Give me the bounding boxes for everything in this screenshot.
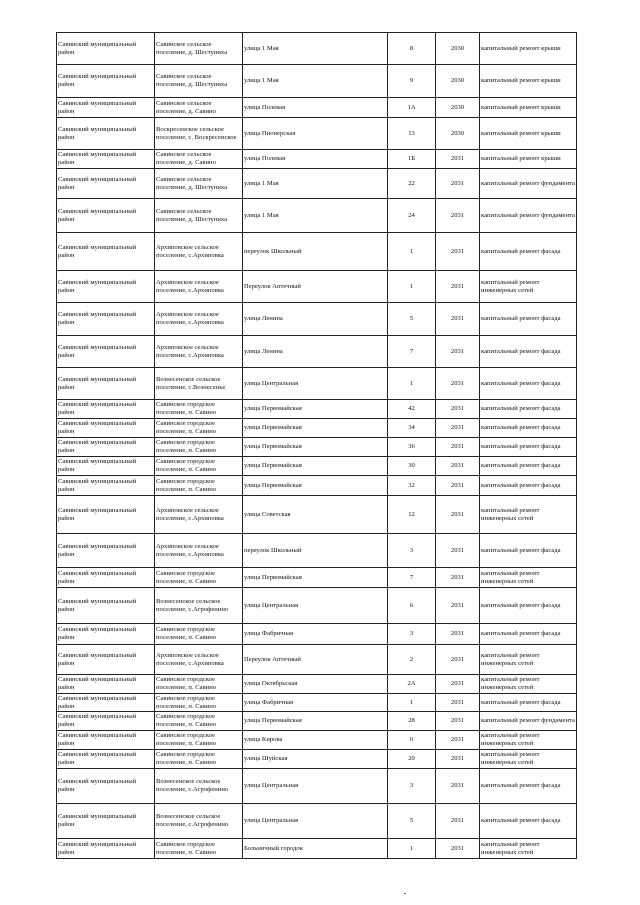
work-type-cell: капитальный ремонт фасада bbox=[480, 400, 577, 419]
year-cell: 2031 bbox=[436, 750, 480, 769]
street-cell: улица Пионерская bbox=[243, 118, 388, 150]
work-type-cell: капитальный ремонт фасада bbox=[480, 694, 577, 712]
house-number-cell: 34 bbox=[388, 419, 436, 438]
district-cell: Савинский муниципальный район bbox=[57, 368, 155, 400]
street-cell: Переулок Аптечный bbox=[243, 271, 388, 303]
year-cell: 2031 bbox=[436, 675, 480, 694]
table-row bbox=[57, 476, 577, 496]
street-cell: улица Ленина bbox=[243, 336, 388, 368]
table-row bbox=[57, 169, 577, 199]
settlement-cell: Савинское сельское поселение, д. Шестуниха bbox=[155, 199, 243, 233]
table-row bbox=[57, 712, 577, 731]
street-cell: улица Центральная bbox=[243, 368, 388, 400]
year-cell: 2031 bbox=[436, 438, 480, 457]
street-cell: улица Центральная bbox=[243, 804, 388, 839]
district-cell: Савинский муниципальный район bbox=[57, 169, 155, 199]
table-row bbox=[57, 750, 577, 769]
work-type-cell: капитальный ремонт фасада bbox=[480, 588, 577, 624]
street-cell: улица Октябрьская bbox=[243, 675, 388, 694]
district-cell: Савинский муниципальный район bbox=[57, 731, 155, 750]
street-cell: Больничный городок bbox=[243, 839, 388, 859]
street-cell: улица Полевая bbox=[243, 150, 388, 169]
settlement-cell: Савинское городское поселение, п. Савино bbox=[155, 624, 243, 645]
work-type-cell: капитальный ремонт инженерных сетей bbox=[480, 645, 577, 675]
district-cell: Савинский муниципальный район bbox=[57, 457, 155, 476]
district-cell: Савинский муниципальный район bbox=[57, 419, 155, 438]
street-cell: улица Первомайская bbox=[243, 457, 388, 476]
house-number-cell: 24 bbox=[388, 199, 436, 233]
settlement-cell: Савинское городское поселение, п. Савино bbox=[155, 568, 243, 588]
street-cell: переулок Школьный bbox=[243, 233, 388, 271]
house-number-cell: 9 bbox=[388, 65, 436, 98]
settlement-cell: Савинское сельское поселение, д. Савино bbox=[155, 150, 243, 169]
street-cell: улица Полевая bbox=[243, 98, 388, 118]
street-cell: улица 1 Мая bbox=[243, 199, 388, 233]
settlement-cell: Савинское городское поселение, п. Савино bbox=[155, 675, 243, 694]
house-number-cell: 30 bbox=[388, 457, 436, 476]
house-number-cell: 1 bbox=[388, 839, 436, 859]
settlement-cell: Вознесенское сельское поселение, с.Вознесенье bbox=[155, 368, 243, 400]
work-type-cell: капитальный ремонт инженерных сетей bbox=[480, 271, 577, 303]
year-cell: 2030 bbox=[436, 33, 480, 65]
house-number-cell: 22 bbox=[388, 169, 436, 199]
street-cell: переулок Школьный bbox=[243, 534, 388, 568]
settlement-cell: Савинское городское поселение, п. Савино bbox=[155, 476, 243, 496]
table-row bbox=[57, 769, 577, 804]
table-row bbox=[57, 400, 577, 419]
district-cell: Савинский муниципальный район bbox=[57, 199, 155, 233]
work-type-cell: капитальный ремонт фундамента bbox=[480, 199, 577, 233]
house-number-cell: 5 bbox=[388, 804, 436, 839]
work-type-cell: капитальный ремонт фасада bbox=[480, 368, 577, 400]
year-cell: 2031 bbox=[436, 169, 480, 199]
table-row bbox=[57, 336, 577, 368]
district-cell: Савинский муниципальный район bbox=[57, 712, 155, 731]
work-type-cell: капитальный ремонт фасада bbox=[480, 419, 577, 438]
district-cell: Савинский муниципальный район bbox=[57, 496, 155, 534]
settlement-cell: Архиповское сельское поселение, с.Архиповка bbox=[155, 534, 243, 568]
district-cell: Савинский муниципальный район bbox=[57, 233, 155, 271]
work-type-cell: капитальный ремонт фасада bbox=[480, 336, 577, 368]
work-type-cell: капитальный ремонт фундамента bbox=[480, 712, 577, 731]
table-row bbox=[57, 368, 577, 400]
work-type-cell: капитальный ремонт фасада bbox=[480, 534, 577, 568]
settlement-cell: Савинское сельское поселение, д. Шестуниха bbox=[155, 169, 243, 199]
year-cell: 2031 bbox=[436, 496, 480, 534]
district-cell: Савинский муниципальный район bbox=[57, 534, 155, 568]
table-row bbox=[57, 624, 577, 645]
settlement-cell: Вознесенское сельское поселение, с.Агрофенино bbox=[155, 588, 243, 624]
house-number-cell: 28 bbox=[388, 712, 436, 731]
district-cell: Савинский муниципальный район bbox=[57, 645, 155, 675]
table-row bbox=[57, 303, 577, 336]
year-cell: 2030 bbox=[436, 118, 480, 150]
street-cell: улица Кирова bbox=[243, 731, 388, 750]
settlement-cell: Савинское сельское поселение, д. Шестуниха bbox=[155, 65, 243, 98]
work-type-cell: капитальный ремонт фасада bbox=[480, 804, 577, 839]
work-type-cell: капитальный ремонт фасада bbox=[480, 769, 577, 804]
year-cell: 2031 bbox=[436, 694, 480, 712]
table-row bbox=[57, 457, 577, 476]
house-number-cell: 1 bbox=[388, 271, 436, 303]
street-cell: улица Первомайская bbox=[243, 438, 388, 457]
work-type-cell: капитальный ремонт фасада bbox=[480, 476, 577, 496]
settlement-cell: Архиповское сельское поселение, с.Архиповка bbox=[155, 496, 243, 534]
year-cell: 2031 bbox=[436, 199, 480, 233]
year-cell: 2031 bbox=[436, 419, 480, 438]
table-row bbox=[57, 839, 577, 859]
district-cell: Савинский муниципальный район bbox=[57, 400, 155, 419]
settlement-cell: Савинское городское поселение, п. Савино bbox=[155, 438, 243, 457]
year-cell: 2031 bbox=[436, 624, 480, 645]
settlement-cell: Савинское городское поселение, п. Савино bbox=[155, 712, 243, 731]
table-row bbox=[57, 645, 577, 675]
street-cell: Переулок Аптечный bbox=[243, 645, 388, 675]
house-number-cell: 7 bbox=[388, 568, 436, 588]
street-cell: улица 1 Мая bbox=[243, 65, 388, 98]
district-cell: Савинский муниципальный район bbox=[57, 33, 155, 65]
street-cell: улица 1 Мая bbox=[243, 169, 388, 199]
table-row bbox=[57, 199, 577, 233]
house-number-cell: 1 bbox=[388, 694, 436, 712]
district-cell: Савинский муниципальный район bbox=[57, 568, 155, 588]
year-cell: 2031 bbox=[436, 368, 480, 400]
year-cell: 2031 bbox=[436, 839, 480, 859]
district-cell: Савинский муниципальный район bbox=[57, 804, 155, 839]
year-cell: 2031 bbox=[436, 769, 480, 804]
table-row bbox=[57, 534, 577, 568]
district-cell: Савинский муниципальный район bbox=[57, 303, 155, 336]
house-number-cell: 5 bbox=[388, 303, 436, 336]
house-number-cell: 1 bbox=[388, 233, 436, 271]
table-row bbox=[57, 118, 577, 150]
district-cell: Савинский муниципальный район bbox=[57, 271, 155, 303]
year-cell: 2031 bbox=[436, 534, 480, 568]
house-number-cell: 12 bbox=[388, 496, 436, 534]
house-number-cell: 13 bbox=[388, 118, 436, 150]
year-cell: 2031 bbox=[436, 271, 480, 303]
table-row bbox=[57, 496, 577, 534]
work-type-cell: капитальный ремонт фасада bbox=[480, 303, 577, 336]
work-type-cell: капитальный ремонт крыши bbox=[480, 150, 577, 169]
settlement-cell: Савинское городское поселение, п. Савино bbox=[155, 419, 243, 438]
table-body bbox=[57, 33, 577, 859]
table-row bbox=[57, 731, 577, 750]
district-cell: Савинский муниципальный район bbox=[57, 675, 155, 694]
district-cell: Савинский муниципальный район bbox=[57, 624, 155, 645]
work-type-cell: капитальный ремонт инженерных сетей bbox=[480, 839, 577, 859]
year-cell: 2031 bbox=[436, 233, 480, 271]
house-number-cell: 2А bbox=[388, 675, 436, 694]
settlement-cell: Савинское сельское поселение, д. Савино bbox=[155, 98, 243, 118]
settlement-cell: Архиповское сельское поселение, с.Архиповка bbox=[155, 271, 243, 303]
settlement-cell: Вознесенское сельское поселение, с.Агрофенино bbox=[155, 804, 243, 839]
work-type-cell: капитальный ремонт фасада bbox=[480, 457, 577, 476]
street-cell: улица Первомайская bbox=[243, 476, 388, 496]
district-cell: Савинский муниципальный район bbox=[57, 336, 155, 368]
table-row bbox=[57, 65, 577, 98]
settlement-cell: Савинское городское поселение, п. Савино bbox=[155, 839, 243, 859]
settlement-cell: Савинское городское поселение, п. Савино bbox=[155, 400, 243, 419]
street-cell: улица Фабричная bbox=[243, 694, 388, 712]
year-cell: 2031 bbox=[436, 588, 480, 624]
house-number-cell: 32 bbox=[388, 476, 436, 496]
work-type-cell: капитальный ремонт фасада bbox=[480, 438, 577, 457]
street-cell: улица Шуйская bbox=[243, 750, 388, 769]
table-row bbox=[57, 271, 577, 303]
house-number-cell: 3 bbox=[388, 624, 436, 645]
district-cell: Савинский муниципальный район bbox=[57, 476, 155, 496]
table-row bbox=[57, 568, 577, 588]
year-cell: 2030 bbox=[436, 65, 480, 98]
settlement-cell: Савинское городское поселение, п. Савино bbox=[155, 457, 243, 476]
repair-schedule-table bbox=[56, 32, 577, 859]
street-cell: улица Первомайская bbox=[243, 419, 388, 438]
street-cell: улица Первомайская bbox=[243, 400, 388, 419]
house-number-cell: 6 bbox=[388, 588, 436, 624]
settlement-cell: Архиповское сельское поселение, с.Архиповка bbox=[155, 303, 243, 336]
work-type-cell: капитальный ремонт крыши bbox=[480, 65, 577, 98]
settlement-cell: Вознесенское сельское поселение, с.Агрофенино bbox=[155, 769, 243, 804]
house-number-cell: 7 bbox=[388, 336, 436, 368]
house-number-cell: 1А bbox=[388, 98, 436, 118]
table-row bbox=[57, 98, 577, 118]
year-cell: 2031 bbox=[436, 645, 480, 675]
house-number-cell: 6 bbox=[388, 731, 436, 750]
work-type-cell: капитальный ремонт инженерных сетей bbox=[480, 496, 577, 534]
house-number-cell: 1Б bbox=[388, 150, 436, 169]
year-cell: 2031 bbox=[436, 804, 480, 839]
work-type-cell: капитальный ремонт фундамента bbox=[480, 169, 577, 199]
work-type-cell: капитальный ремонт инженерных сетей bbox=[480, 750, 577, 769]
work-type-cell: капитальный ремонт фасада bbox=[480, 233, 577, 271]
street-cell: улица Первомайская bbox=[243, 568, 388, 588]
work-type-cell: капитальный ремонт фасада bbox=[480, 624, 577, 645]
table-row bbox=[57, 150, 577, 169]
page-mark bbox=[404, 893, 406, 894]
work-type-cell: капитальный ремонт крыши bbox=[480, 98, 577, 118]
settlement-cell: Архиповское сельское поселение, с.Архиповка bbox=[155, 233, 243, 271]
house-number-cell: 1 bbox=[388, 368, 436, 400]
house-number-cell: 36 bbox=[388, 438, 436, 457]
district-cell: Савинский муниципальный район bbox=[57, 750, 155, 769]
street-cell: улица Первомайская bbox=[243, 712, 388, 731]
work-type-cell: капитальный ремонт инженерных сетей bbox=[480, 731, 577, 750]
district-cell: Савинский муниципальный район bbox=[57, 839, 155, 859]
work-type-cell: капитальный ремонт инженерных сетей bbox=[480, 675, 577, 694]
year-cell: 2031 bbox=[436, 476, 480, 496]
settlement-cell: Савинское городское поселение, п. Савино bbox=[155, 694, 243, 712]
settlement-cell: Архиповское сельское поселение, с.Архиповка bbox=[155, 645, 243, 675]
house-number-cell: 20 bbox=[388, 750, 436, 769]
house-number-cell: 3 bbox=[388, 769, 436, 804]
house-number-cell: 2 bbox=[388, 645, 436, 675]
house-number-cell: 3 bbox=[388, 534, 436, 568]
table-row bbox=[57, 438, 577, 457]
house-number-cell: 8 bbox=[388, 33, 436, 65]
house-number-cell: 42 bbox=[388, 400, 436, 419]
work-type-cell: капитальный ремонт крыши bbox=[480, 118, 577, 150]
year-cell: 2031 bbox=[436, 731, 480, 750]
street-cell: улица 1 Мая bbox=[243, 33, 388, 65]
year-cell: 2031 bbox=[436, 303, 480, 336]
district-cell: Савинский муниципальный район bbox=[57, 769, 155, 804]
work-type-cell: капитальный ремонт крыши bbox=[480, 33, 577, 65]
district-cell: Савинский муниципальный район bbox=[57, 65, 155, 98]
year-cell: 2031 bbox=[436, 457, 480, 476]
settlement-cell: Савинское городское поселение, п. Савино bbox=[155, 731, 243, 750]
district-cell: Савинский муниципальный район bbox=[57, 438, 155, 457]
year-cell: 2031 bbox=[436, 400, 480, 419]
table-row bbox=[57, 419, 577, 438]
street-cell: улица Центральная bbox=[243, 588, 388, 624]
settlement-cell: Воскресенское сельское поселение, с. Воскресенское bbox=[155, 118, 243, 150]
street-cell: улица Советская bbox=[243, 496, 388, 534]
work-type-cell: капитальный ремонт инженерных сетей bbox=[480, 568, 577, 588]
year-cell: 2031 bbox=[436, 568, 480, 588]
year-cell: 2031 bbox=[436, 150, 480, 169]
street-cell: улица Фабричная bbox=[243, 624, 388, 645]
table-row bbox=[57, 233, 577, 271]
table-row bbox=[57, 694, 577, 712]
table-row bbox=[57, 804, 577, 839]
street-cell: улица Центральная bbox=[243, 769, 388, 804]
table-row bbox=[57, 675, 577, 694]
table-row bbox=[57, 33, 577, 65]
year-cell: 2030 bbox=[436, 98, 480, 118]
table-row bbox=[57, 588, 577, 624]
settlement-cell: Савинское городское поселение, п. Савино bbox=[155, 750, 243, 769]
year-cell: 2031 bbox=[436, 336, 480, 368]
settlement-cell: Савинское сельское поселение, д. Шестуниха bbox=[155, 33, 243, 65]
district-cell: Савинский муниципальный район bbox=[57, 150, 155, 169]
district-cell: Савинский муниципальный район bbox=[57, 588, 155, 624]
district-cell: Савинский муниципальный район bbox=[57, 694, 155, 712]
year-cell: 2031 bbox=[436, 712, 480, 731]
street-cell: улица Ленина bbox=[243, 303, 388, 336]
district-cell: Савинский муниципальный район bbox=[57, 98, 155, 118]
district-cell: Савинский муниципальный район bbox=[57, 118, 155, 150]
settlement-cell: Архиповское сельское поселение, с.Архиповка bbox=[155, 336, 243, 368]
